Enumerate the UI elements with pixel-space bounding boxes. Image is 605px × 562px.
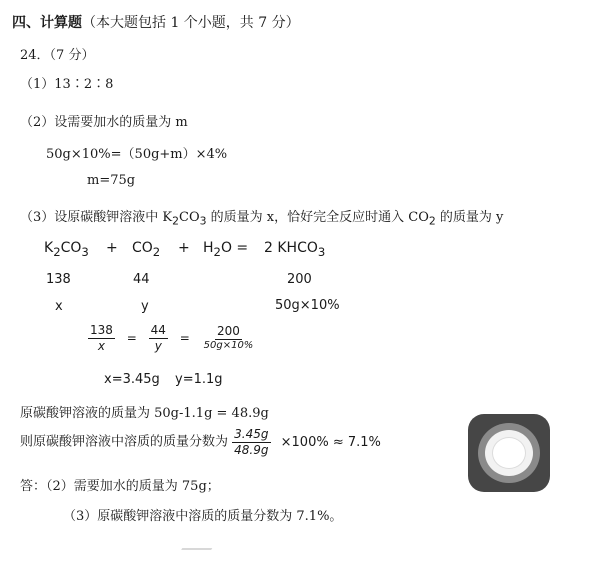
- h2o-sub: 2: [213, 244, 221, 259]
- result-y: y=1.1g: [175, 372, 223, 387]
- fraction-lead: 则原碳酸钾溶液中溶质的质量分数为: [20, 434, 229, 450]
- mass-fraction-line: [20, 428, 381, 456]
- ratio-n1: 138: [90, 323, 113, 337]
- ratio-n3: 200: [217, 324, 240, 339]
- mass-khco3: 200: [287, 272, 312, 287]
- k2co3-sub1: 2: [53, 244, 61, 259]
- ratio-eq2: =: [179, 330, 190, 345]
- unknown-x: x: [55, 299, 63, 314]
- ratio-fraction-2: [149, 324, 168, 352]
- part1-answer: （1）13∶2∶8: [20, 77, 114, 92]
- section-note: （本大题包括 1 个小题，共 7 分）: [82, 15, 300, 31]
- scan-smudge: [178, 548, 213, 556]
- part2-result: m=75g: [87, 173, 136, 188]
- ratio-n2: 44: [150, 323, 166, 337]
- reaction-plus-1: +: [106, 240, 118, 256]
- question-number: 24．（7 分）: [20, 48, 95, 63]
- floating-app-icon[interactable]: [468, 414, 550, 492]
- ratio-eq1: =: [126, 330, 137, 345]
- section-title: 四、计算题: [12, 15, 82, 31]
- k2co3-sub2: 3: [81, 244, 89, 259]
- proportion: [88, 324, 255, 352]
- part3-lead-text-c: 的质量为 x，恰好完全反应时通入 CO: [206, 210, 429, 225]
- part3-lead-text-d: 的质量为 y: [435, 210, 504, 225]
- co2-co: CO: [132, 240, 153, 256]
- part3-lead-sub3: 2: [428, 214, 436, 228]
- reaction-k2co3: [44, 240, 89, 259]
- answer-line-1: 答：（2）需要加水的质量为 75g；: [20, 479, 220, 494]
- k2co3-k: K: [44, 240, 54, 256]
- ratio-d1: x: [97, 338, 105, 353]
- co2-sub: 2: [152, 244, 161, 259]
- fraction-num: 3.45g: [234, 427, 269, 441]
- result-x: x=3.45g: [104, 372, 160, 387]
- mass-k2co3: 138: [46, 272, 71, 287]
- part3-lead-text-b: CO: [179, 210, 200, 225]
- h2o-h: H: [203, 240, 214, 256]
- fraction-den: 48.9g: [234, 442, 269, 457]
- solution-mass-line: 原碳酸钾溶液的质量为 50g-1.1g = 48.9g: [20, 406, 269, 421]
- part3-lead-text-a: （3）设原碳酸钾溶液中 K: [20, 210, 173, 225]
- ring-inner: [492, 437, 526, 469]
- reaction-h2o: [203, 240, 248, 259]
- ratio-d2: y: [154, 338, 162, 353]
- reaction-plus-2: +: [178, 240, 190, 256]
- khco3-text: 2 KHCO: [264, 240, 318, 256]
- ratio-fraction-3: [202, 325, 256, 351]
- part2-lead: （2）设需要加水的质量为 m: [20, 115, 188, 130]
- mass-co2: 44: [133, 272, 150, 287]
- part3-lead-sub1: 2: [172, 214, 180, 228]
- khco3-sub: 3: [317, 244, 326, 259]
- reaction-co2: [132, 240, 160, 259]
- part3-lead-sub2: 3: [199, 214, 207, 228]
- given-mass: 50g×10%: [275, 298, 340, 313]
- ratio-d3: 50g×10%: [203, 339, 254, 351]
- unknown-y: y: [141, 299, 149, 314]
- reaction-khco3: [264, 240, 325, 259]
- ratio-fraction-1: [88, 324, 115, 352]
- part3-lead: [20, 206, 503, 228]
- fraction-tail: ×100% ≈ 7.1%: [280, 434, 381, 450]
- part2-equation: 50g×10%=（50g+m）×4%: [46, 147, 228, 162]
- h2o-o: O =: [220, 240, 249, 256]
- section-header: [12, 12, 300, 32]
- k2co3-co: CO: [60, 240, 82, 256]
- answer-line-2: （3）原碳酸钾溶液中溶质的质量分数为 7.1%。: [63, 509, 343, 524]
- fraction-value: [232, 428, 270, 456]
